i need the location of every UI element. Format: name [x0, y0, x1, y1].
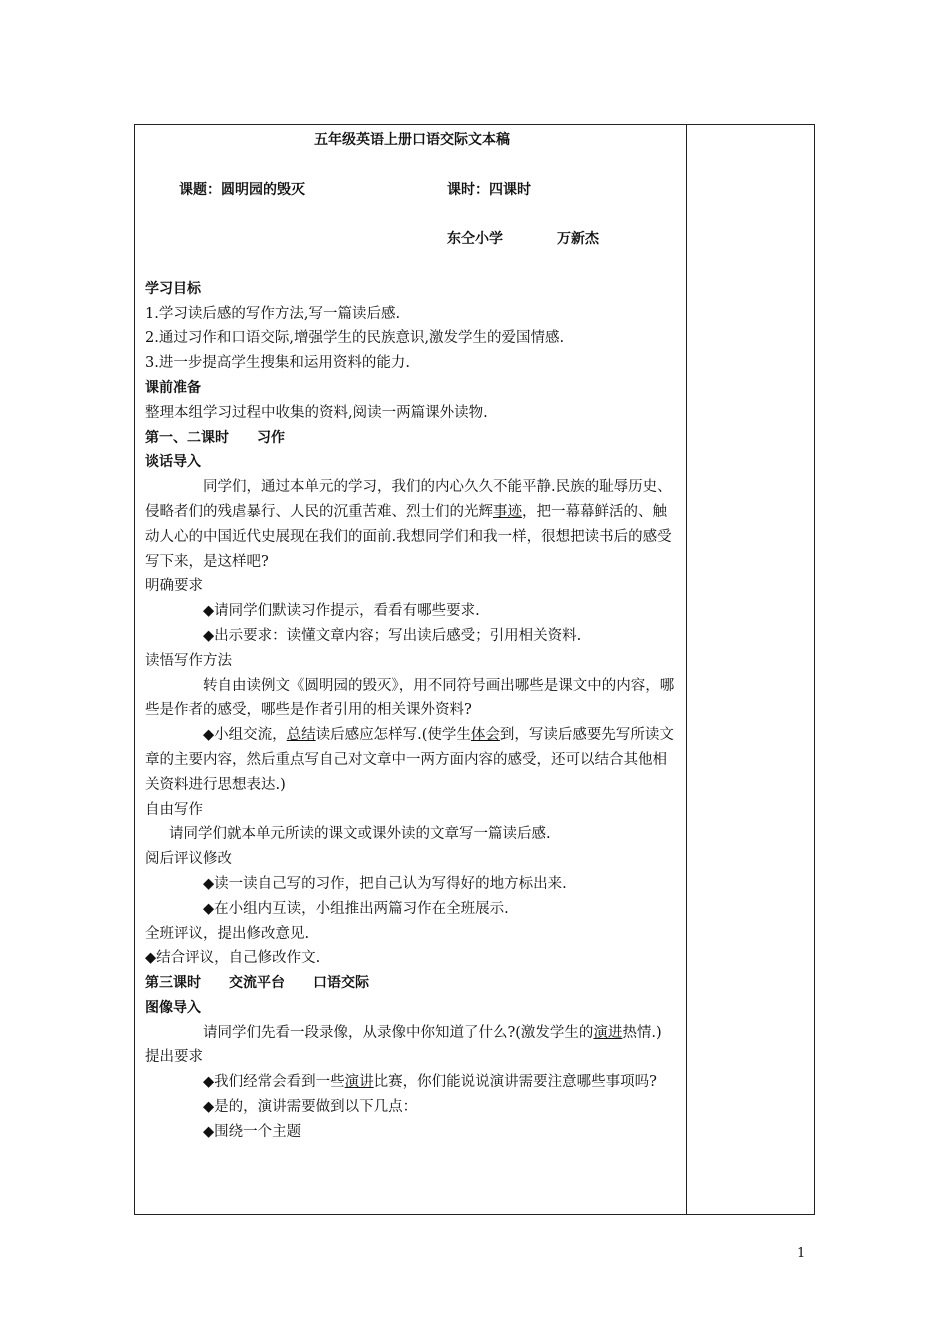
method-paragraph: 转自由读例文《圆明园的毁灭》，用不同符号画出哪些是课文中的内容，哪些是作者的感受，哪些是作者引用的相关课外资料?	[145, 677, 675, 719]
author-name: 万新杰	[557, 231, 599, 248]
page-number: 1	[797, 1246, 806, 1261]
ask-heading: 提出要求	[145, 1049, 203, 1066]
topic-row	[145, 178, 679, 203]
prep-text: 整理本组学习过程中收集的资料,阅读一两篇课外读物.	[145, 404, 488, 421]
requirement-item: ◆出示要求：读懂文章内容；写出读后感受；引用相关资料.	[203, 627, 582, 644]
review-heading: 阅后评议修改	[145, 851, 232, 868]
lesson-content-cell	[145, 125, 679, 1145]
requirement-item: ◆请同学们默读习作提示，看看有哪些要求.	[203, 603, 480, 620]
image-intro-heading: 图像导入	[145, 999, 201, 1016]
review-item: ◆在小组内互读，小组推出两篇习作在全班展示.	[203, 900, 509, 917]
school-name: 东仝小学	[447, 231, 503, 248]
method-heading: 读悟写作方法	[145, 652, 232, 669]
intro-paragraph: 同学们，通过本单元的学习，我们的内心久久不能平静.民族的耻辱历史、侵略者们的残虐暴行、人民的沉重苦难、烈士们的光辉事迹，把一幕幕鲜活的、触动人心的中国近代史展现在我们的面前.我想同学们和我一样，很想把读书后的感受写下来，是这样吧?	[145, 479, 672, 570]
author-row	[145, 227, 679, 252]
period-label: 课时：四课时	[447, 181, 531, 198]
review-item: ◆结合评议，自己修改作文.	[145, 950, 321, 967]
topic-label: 课题：圆明园的毁灭	[179, 181, 305, 198]
lesson-plan-table	[134, 124, 815, 1215]
objective-item: 1.学习读后感的写作方法,写一篇读后感.	[145, 305, 401, 322]
lesson3-heading: 第三课时 交流平台 口语交际	[145, 975, 369, 992]
free-writing-text: 请同学们就本单元所读的课文或课外读的文章写一篇读后感.	[169, 826, 551, 843]
lesson12-heading: 第一、二课时 习作	[145, 429, 285, 446]
objectives-heading: 学习目标	[145, 280, 201, 297]
intro-heading: 谈话导入	[145, 454, 201, 471]
free-writing-heading: 自由写作	[145, 801, 203, 818]
prep-heading: 课前准备	[145, 379, 201, 396]
ask-item: ◆我们经常会看到一些演讲比赛，你们能说说演讲需要注意哪些事项吗?	[203, 1074, 657, 1091]
requirements-heading: 明确要求	[145, 578, 203, 595]
review-item: 全班评议，提出修改意见.	[145, 925, 310, 942]
objective-item: 2.通过习作和口语交际,增强学生的民族意识,激发学生的爱国情感.	[145, 330, 565, 347]
method-paragraph: ◆小组交流，总结读后感应怎样写.(使学生体会到，写读后感要先写所读文章的主要内容，然后重点写自己对文章中一两方面内容的感受，还可以结合其他相关资料进行思想表达.)	[145, 727, 674, 793]
ask-item: ◆围绕一个主题	[203, 1123, 302, 1140]
document-title: 五年级英语上册口语交际文本稿	[314, 132, 510, 148]
objective-item: 3.进一步提高学生搜集和运用资料的能力.	[145, 355, 410, 372]
review-item: ◆读一读自己写的习作，把自己认为写得好的地方标出来.	[203, 875, 567, 892]
notes-column-divider	[686, 125, 687, 1214]
ask-item: ◆是的，演讲需要做到以下几点：	[203, 1099, 418, 1116]
image-intro-paragraph: 请同学们先看一段录像，从录像中你知道了什么?(激发学生的演进热情.)	[203, 1024, 662, 1041]
